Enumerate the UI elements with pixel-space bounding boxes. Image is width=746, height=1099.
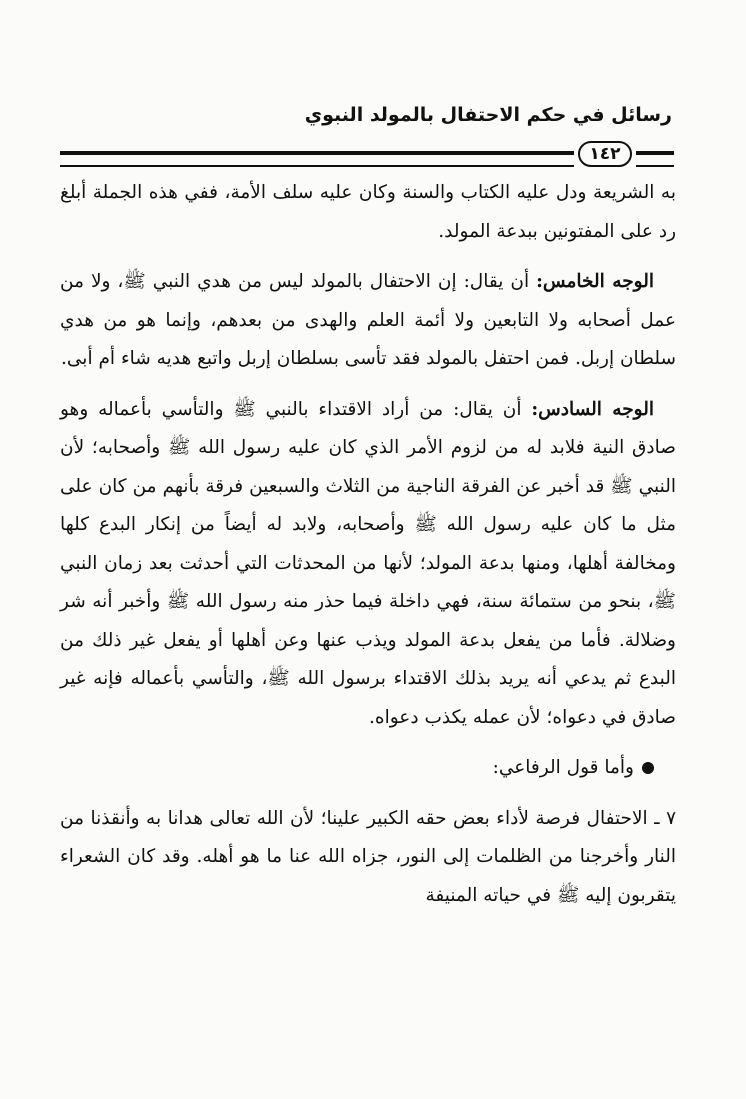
paragraph-2-text: أن يقال: إن الاحتفال بالمولد ليس من هدي النبي ﷺ، ولا من عمل أصحابه ولا التابعين ولا أئمة العلم والهدى من بعدهم، وإنما هو من هدي سلطان إربل. فمن احتفل بالمولد فقد تأسى بسلطان إربل واتبع هديه شاء أم أبى.	[60, 271, 676, 369]
bullet-text: وأما قول الرفاعي:	[492, 757, 634, 778]
rule-right	[636, 151, 674, 167]
running-title: رسائل في حكم الاحتفال بالمولد النبوي	[304, 104, 672, 126]
page-header	[60, 104, 672, 140]
paragraph-2	[60, 263, 676, 379]
rule-left	[60, 151, 574, 167]
main-text	[60, 174, 676, 927]
paragraph-1: به الشريعة ودل عليه الكتاب والسنة وكان عليه سلف الأمة، ففي هذه الجملة أبلغ رد على المفتونين ببدعة المولد.	[60, 182, 676, 242]
bullet-icon	[642, 762, 654, 774]
bullet-heading	[60, 749, 676, 788]
header-rule	[60, 141, 674, 173]
paragraph-3	[60, 391, 676, 738]
paragraph-2-lead: الوجه الخامس:	[536, 271, 654, 292]
paragraph-3-lead: الوجه السادس:	[531, 398, 654, 420]
paragraph-3-text: أن يقال: من أراد الاقتداء بالنبي ﷺ والتأسي بأعماله وهو صادق النية فلابد له من لزوم الأمر الذي كان عليه رسول الله ﷺ وأصحابه؛ لأن النبي ﷺ قد أخبر عن الفرقة الناجية من الثلاث والسبعين فرقة بأنهم من كان على مثل ما كان عليه رسول الله ﷺ وأصحابه، ولابد له أيضاً من إنكار البدع كلها ومخالفة أهلها، ومنها بدعة المولد؛ لأنها من المحدثات التي أحدثت بعد زمان النبي ﷺ، بنحو من ستمائة سنة، فهي داخلة فيما حذر منه رسول الله ﷺ وأخبر أنه شر وضلالة. فأما من يفعل بدعة المولد ويذب عنها وعن أهلها أو يفعل غير ذلك من البدع ثم يدعي أنه يريد بذلك الاقتداء برسول الله ﷺ، والتأسي بأعماله فإنه غير صادق في دعواه؛ لأن عمله يكذب دعواه.	[60, 398, 676, 728]
page-number: ١٤٢	[578, 141, 632, 167]
paragraph-4: ٧ ـ الاحتفال فرصة لأداء بعض حقه الكبير علينا؛ لأن الله تعالى هدانا به وأنقذنا من النار وأخرجنا من الظلمات إلى النور، جزاه الله عنا ما هو أهله. وقد كان الشعراء يتقربون إليه ﷺ في حياته المنيفة	[60, 807, 676, 906]
